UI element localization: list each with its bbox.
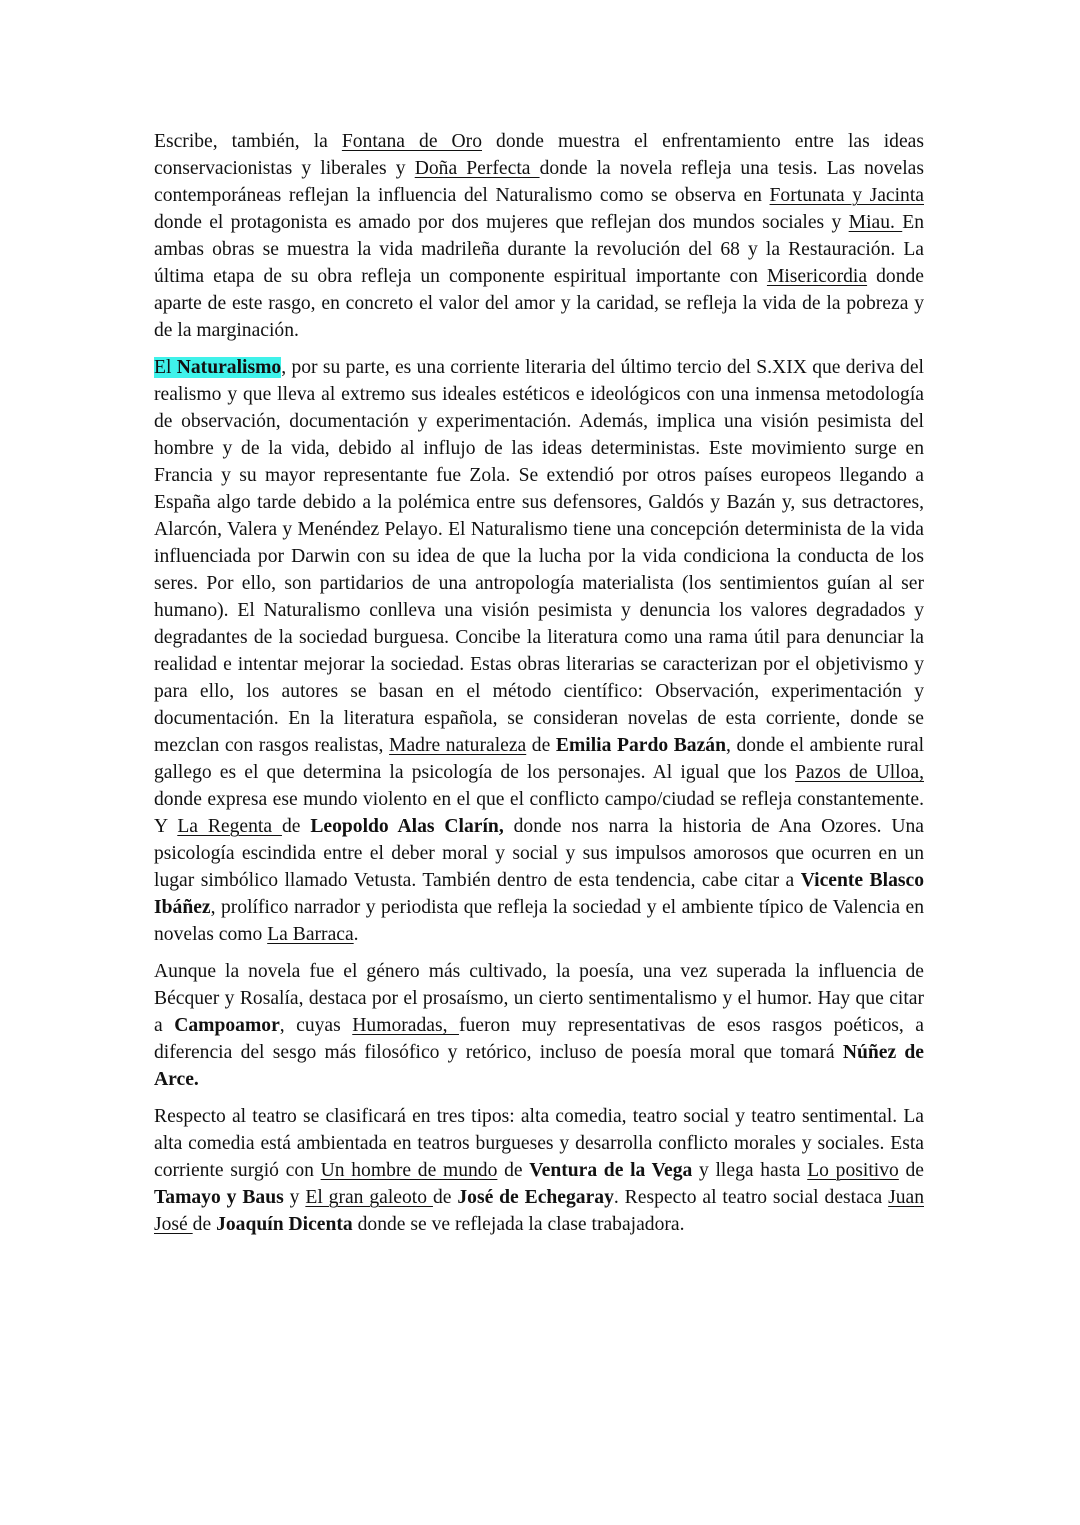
text-run: donde expresa ese mundo violento en el que el conflicto campo/ciudad se refleja constantemente. Y (154, 789, 924, 837)
text-run: y llega hasta (692, 1160, 808, 1181)
highlighted-term: El (154, 357, 177, 378)
work-title: Pazos de Ulloa, (795, 762, 924, 783)
work-title: Juan José (154, 1187, 924, 1235)
text-run: donde se ve reflejada la clase trabajadora. (352, 1214, 685, 1235)
text-run: Respecto al teatro se clasificará en tres tipos: alta comedia, teatro social y teatro sentimental. La alta comedia está ambientada en teatros burgueses y desarrolla conflicto morales y sociales. Esta corriente surgió con (154, 1106, 924, 1181)
text-run: de (432, 1187, 458, 1208)
author-name: Joaquín Dicenta (216, 1214, 353, 1235)
work-title: Humoradas, (352, 1015, 459, 1036)
paragraph-teatro (154, 1103, 924, 1238)
text-run: donde el protagonista es amado por dos mujeres que reflejan dos mundos sociales y (154, 212, 849, 233)
work-title: Doña Perfecta (414, 158, 540, 179)
author-name: José de Echegaray (457, 1187, 614, 1208)
text-run: En ambas obras se muestra la vida madrileña durante la revolución del 68 y la Restauración. La última etapa de su obra refleja un componente espiritual importante con (154, 212, 924, 287)
text-run: Escribe, también, la (154, 131, 342, 152)
work-title: Fontana de Oro (341, 131, 483, 152)
author-name: Campoamor (174, 1015, 280, 1036)
author-name: Ventura de la Vega (529, 1160, 693, 1181)
text-run: , donde el ambiente rural gallego es el que determina la psicología de los personajes. Al igual que los (154, 735, 925, 783)
text-run: . (353, 924, 359, 945)
text-run: de (497, 1160, 530, 1181)
text-run: de (192, 1214, 217, 1235)
work-title: Un hombre de mundo (320, 1160, 498, 1181)
paragraph-naturalismo (154, 354, 924, 948)
text-run: . Respecto al teatro social destaca (613, 1187, 889, 1208)
text-run: de (526, 735, 556, 756)
text-run: Aunque la novela fue el género más cultivado, la poesía, una vez superada la influencia de Bécquer y Rosalía, destaca por el prosaísmo, un cierto sentimentalismo y el humor. Hay que citar a (154, 961, 924, 1036)
work-title: La Barraca (267, 924, 354, 945)
text-run: y (283, 1187, 306, 1208)
author-name: Emilia Pardo Bazán (555, 735, 726, 756)
text-run: donde muestra el enfrentamiento entre las ideas conservacionistas y liberales y (154, 131, 924, 179)
work-title: La Regenta (177, 816, 282, 837)
text-run: donde nos narra la historia de Ana Ozores. Una psicología escindida entre el deber moral y social y sus impulsos amorosos que ocurren en un lugar simbólico llamado Vetusta. También dentro de esta tendencia, cabe citar a (154, 816, 924, 891)
text-run: , cuyas (279, 1015, 353, 1036)
work-title: Misericordia (766, 266, 868, 287)
text-run: , por su parte, es una corriente literaria del último tercio del S.XIX que deriva del realismo y que lleva al extremo sus ideales estéticos e ideológicos con una inmensa metodología de observación, documentación y experimentación. Además, implica una visión pesimista del hombre y de la vida, debido al influjo de las ideas deterministas. Este movimiento surge en Francia y su mayor representante fue Zola. Se extendió por otros países europeos llegando a España algo tarde debido a la polémica entre sus defensores, Galdós y Bazán y, sus detractores, Alarcón, Valera y Menéndez Pelayo. El Naturalismo tiene una concepción determinista de la vida influenciada por Darwin con su idea de que la lucha por la vida condiciona la conducta de los seres. Por ello, son partidarios de una antropología materialista (los sentimientos guían al ser humano). El Naturalismo conlleva una visión pesimista y denuncia los valores degradados y degradantes de la sociedad burguesa. Concibe la literatura como una rama útil para denunciar la realidad e intentar mejorar la sociedad. Estas obras literarias se caracterizan por el objetivismo y para ello, los autores se basan en el método científico: Observación, experimentación y documentación. En la literatura española, se consideran novelas de esta corriente, donde se mezclan con rasgos realistas, (154, 357, 924, 756)
text-run: de (281, 816, 311, 837)
author-name: Vicente Blasco Ibáñez (154, 870, 924, 918)
author-name: Leopoldo Alas Clarín, (310, 816, 504, 837)
paragraph-galdos (154, 128, 924, 344)
highlighted-term: Naturalismo (176, 357, 282, 378)
text-run: donde la novela refleja una tesis. Las novelas contemporáneas reflejan la influencia del Naturalismo como se observa en (154, 158, 924, 206)
text-run: donde aparte de este rasgo, en concreto el valor del amor y la caridad, se refleja la vida de la pobreza y de la marginación. (154, 266, 924, 341)
text-run: , prolífico narrador y periodista que refleja la sociedad y el ambiente típico de Valencia en novelas como (154, 897, 924, 945)
work-title: Miau. (848, 212, 903, 233)
work-title: Lo positivo (807, 1160, 899, 1181)
work-title: El gran galeoto (305, 1187, 433, 1208)
document-page (154, 128, 924, 1248)
author-name: Tamayo y Baus (154, 1187, 284, 1208)
work-title: Madre naturaleza (389, 735, 527, 756)
paragraph-poesia (154, 958, 924, 1093)
author-name: Núñez de Arce. (154, 1042, 924, 1090)
text-run: de (898, 1160, 924, 1181)
text-run: fueron muy representativas de esos rasgos poéticos, a diferencia del sesgo más filosófico y retórico, incluso de poesía moral que tomará (154, 1015, 925, 1063)
work-title: Fortunata y Jacinta (769, 185, 924, 206)
